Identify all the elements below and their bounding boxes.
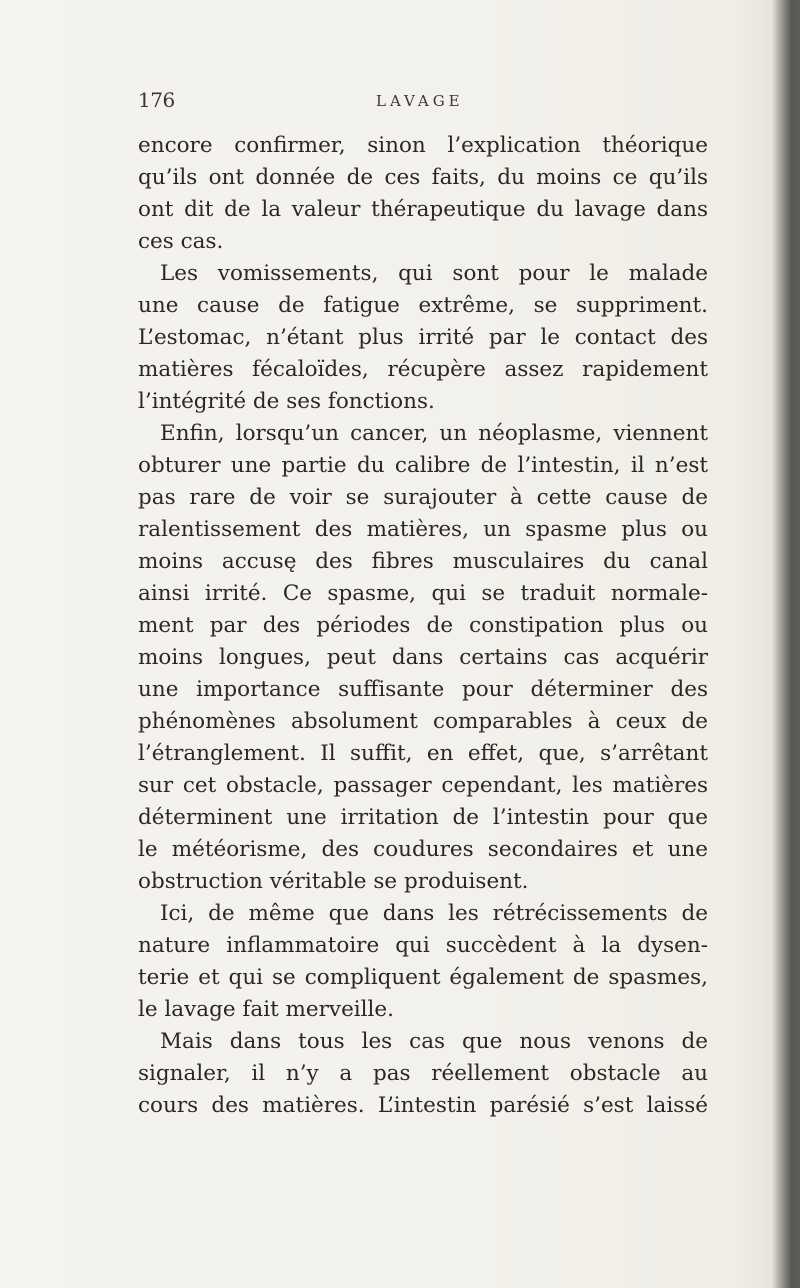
running-head: LAVAGE [376, 92, 464, 110]
text-line: sur cet obstacle, passager cependant, les matières [138, 773, 708, 798]
text-line: Enfin, lorsqu’un cancer, un néoplasme, viennent [160, 421, 708, 446]
text-line: pas rare de voir se surajouter à cette cause de [138, 485, 708, 510]
text-line: cours des matières. L’intestin parésié s’est laissé [138, 1093, 708, 1118]
text-line: ment par des périodes de constipation plus ou [138, 613, 708, 638]
text-line: une cause de fatigue extrême, se suppriment. [138, 293, 708, 318]
text-line: Ici, de même que dans les rétrécissements de [160, 901, 708, 926]
page-header [138, 88, 698, 118]
page-number: 176 [138, 88, 175, 112]
text-line: matières fécaloïdes, récupère assez rapidement [138, 357, 708, 382]
text-line: ont dit de la valeur thérapeutique du lavage dans [138, 197, 708, 222]
text-line: ces cas. [138, 229, 224, 254]
body-text [138, 130, 708, 1122]
text-line: ainsi irrité. Ce spasme, qui se traduit normale- [138, 581, 708, 606]
text-line: obstruction véritable se produisent. [138, 869, 529, 894]
text-line: le météorisme, des coudures secondaires et une [138, 837, 708, 862]
text-line: ralentissement des matières, un spasme plus ou [138, 517, 708, 542]
text-line: signaler, il n’y a pas réellement obstacle au [138, 1061, 708, 1086]
text-line: Mais dans tous les cas que nous venons de [160, 1029, 708, 1054]
page-edge-shadow [772, 0, 800, 1288]
text-line: terie et qui se compliquent également de spasmes, [138, 965, 708, 990]
text-line: le lavage fait merveille. [138, 997, 394, 1022]
text-line: déterminent une irritation de l’intestin pour que [138, 805, 708, 830]
text-line: moins longues, peut dans certains cas acquérir [138, 645, 708, 670]
text-line: l’intégrité de ses fonctions. [138, 389, 435, 414]
text-line: qu’ils ont donnée de ces faits, du moins ce qu’ils [138, 165, 708, 190]
text-line: Les vomissements, qui sont pour le malade [160, 261, 708, 286]
text-line: moins accusę des fibres musculaires du canal [138, 549, 708, 574]
text-line: encore confirmer, sinon l’explication théorique [138, 133, 708, 158]
text-line: obturer une partie du calibre de l’intestin, il n’est [138, 453, 708, 478]
text-line: L’estomac, n’étant plus irrité par le contact des [138, 325, 708, 350]
text-line: phénomènes absolument comparables à ceux de [138, 709, 708, 734]
text-line: l’étranglement. Il suffit, en effet, que, s’arrêtant [138, 741, 708, 766]
text-line: nature inflammatoire qui succèdent à la dysen- [138, 933, 708, 958]
text-line: une importance suffisante pour déterminer des [138, 677, 708, 702]
